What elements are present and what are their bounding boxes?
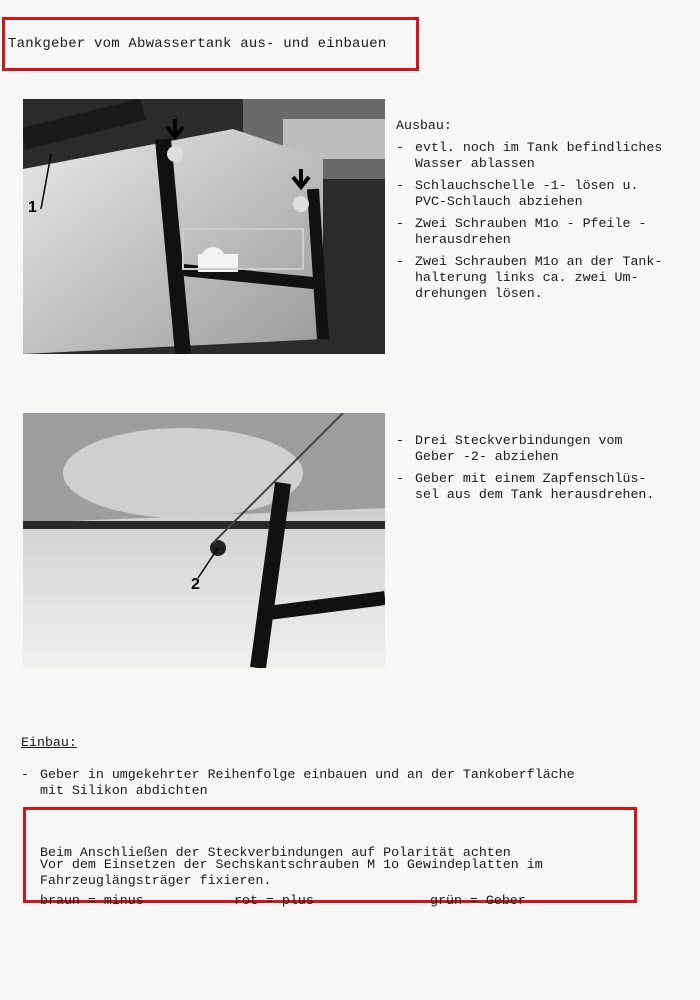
list-item: - Drei Steckverbindungen vom Geber -2- abziehen: [396, 433, 623, 464]
list-item: - Zwei Schrauben M1o an der Tank- halterung links ca. zwei Um- drehungen lösen.: [396, 254, 663, 301]
polarity-red: rot = plus: [234, 893, 314, 908]
photo-tank-sender: [23, 413, 385, 668]
photo1-label: 1: [28, 199, 37, 216]
ausbau-heading: Ausbau:: [396, 118, 452, 133]
ausbau-steps-2: [396, 433, 698, 509]
list-item: - evtl. noch im Tank befindliches Wasser ablassen: [396, 140, 663, 171]
einbau-step: - Geber in umgekehrter Reihenfolge einbauen und an der Tankoberfläche mit Silikon abdichten: [21, 767, 575, 798]
ausbau-steps: [396, 118, 698, 308]
polarity-note: Beim Anschließen der Steckverbindungen auf Polarität achten braun = minus rot = plus grün = Geber: [40, 845, 526, 908]
list-item: - Schlauchschelle -1- lösen u. PVC-Schlauch abziehen: [396, 178, 639, 209]
photo2-label: 2: [191, 576, 200, 593]
page-title: Tankgeber vom Abwassertank aus- und einbauen: [8, 36, 387, 52]
list-item: - Zwei Schrauben M1o - Pfeile - herausdrehen: [396, 216, 647, 247]
polarity-green: grün = Geber: [430, 893, 526, 908]
list-item: - Geber mit einem Zapfenschlüs- sel aus dem Tank herausdrehen.: [396, 471, 655, 502]
photo-tank-top: [23, 99, 385, 354]
einbau-heading: Einbau:: [21, 735, 77, 750]
screw-note: Vor dem Einsetzen der Sechskantschrauben M 1o Gewindeplatten im Fahrzeuglängsträger fixieren.: [40, 857, 543, 888]
polarity-brown: braun = minus: [40, 893, 144, 908]
